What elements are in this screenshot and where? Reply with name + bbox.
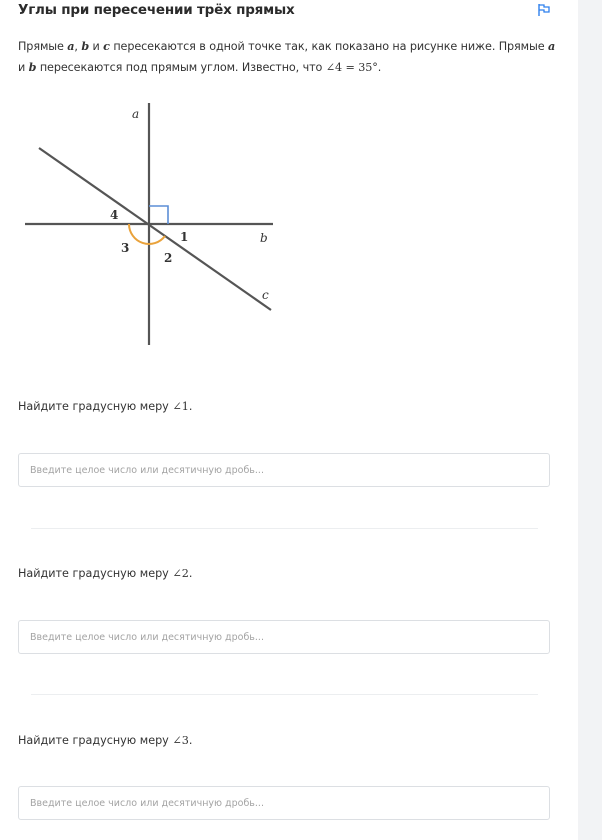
question-3: Найдите градусную меру ∠3.: [18, 734, 193, 747]
line-b-ref: b: [81, 39, 90, 53]
divider-1: [31, 528, 538, 529]
angle-arc: [129, 224, 165, 244]
line-c: [39, 148, 271, 310]
given-condition: ∠4 = 35°: [325, 61, 378, 74]
line-a-ref: a: [67, 39, 75, 53]
answer-input-2[interactable]: [18, 620, 550, 654]
task-statement: Прямые a, b и c пересекаются в одной точке так, как показано на рисунке ниже. Прямые a и b пересекаются под прямым углом. Известно, что ∠4 = 35°.: [18, 39, 556, 74]
angle-label-3: 3: [121, 241, 130, 255]
right-sidebar-strip: [578, 0, 602, 840]
line-c-ref: c: [103, 39, 110, 53]
question-1: Найдите градусную меру ∠1.: [18, 400, 193, 413]
angle-label-4: 4: [110, 208, 119, 222]
question-2: Найдите градусную меру ∠2.: [18, 567, 193, 580]
line-b-ref-2: b: [28, 60, 37, 74]
answer-input-3[interactable]: [18, 786, 550, 820]
angle-label-1: 1: [180, 230, 189, 244]
intersecting-lines-figure: [20, 98, 280, 350]
line-b-label: b: [260, 231, 268, 245]
line-c-label: c: [262, 288, 269, 302]
line-a-label: a: [132, 107, 140, 121]
divider-2: [31, 694, 538, 695]
right-angle-marker: [149, 206, 168, 224]
answer-input-1[interactable]: [18, 453, 550, 487]
line-a-ref-2: a: [548, 39, 556, 53]
flag-icon[interactable]: [537, 3, 551, 17]
task-title: Углы при пересечении трёх прямых: [18, 2, 295, 18]
angle-label-2: 2: [164, 251, 173, 265]
